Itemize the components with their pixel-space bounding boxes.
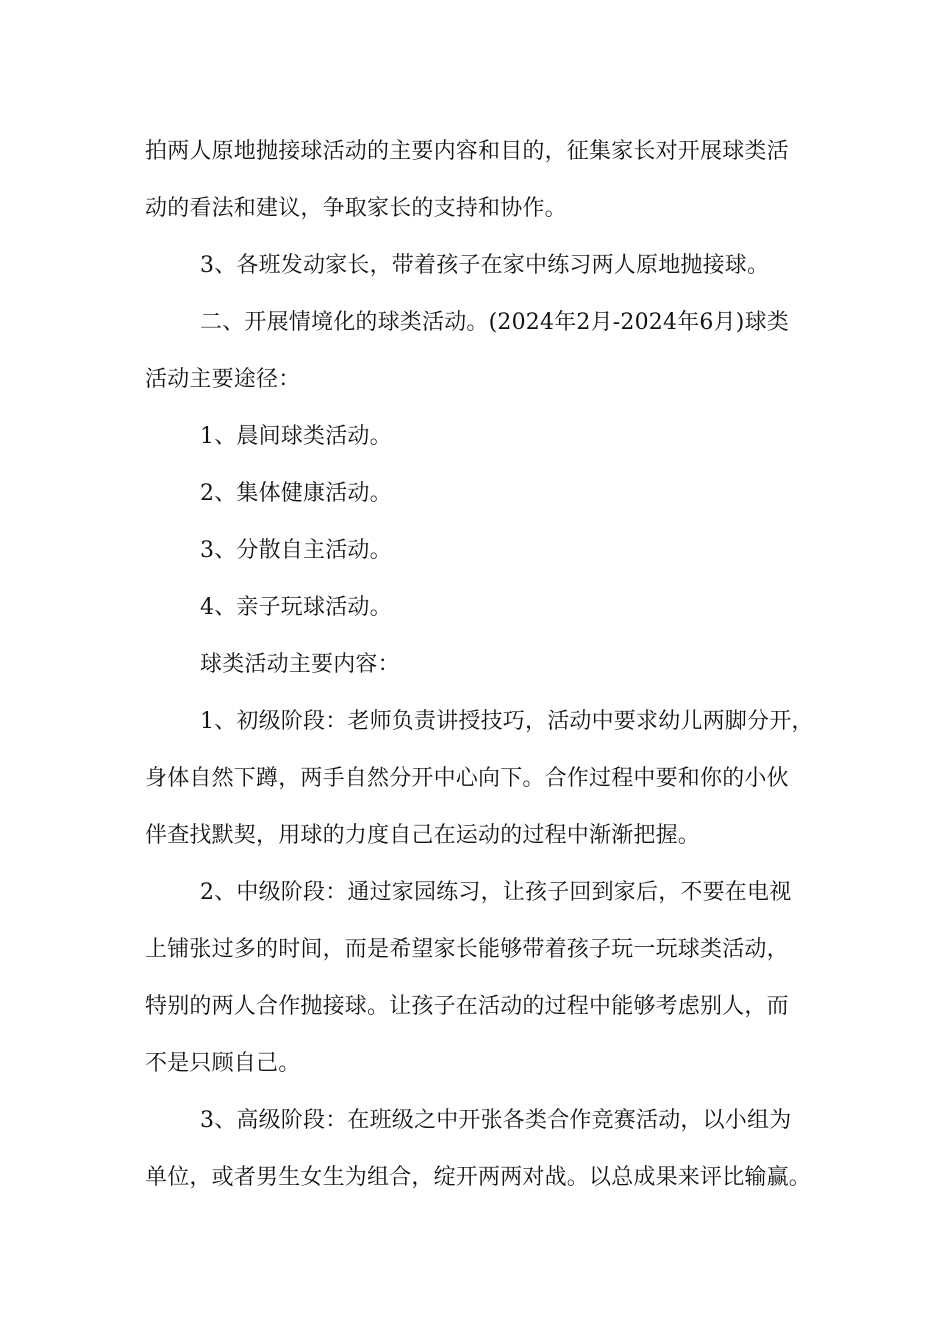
subheading: 球类活动主要内容： — [200, 652, 400, 677]
list-item: 1、晨间球类活动。 — [200, 424, 392, 449]
paragraph-line: 动的看法和建议，争取家长的支持和协作。 — [145, 196, 567, 221]
paragraph-line: 2、中级阶段：通过家园练习，让孩子回到家后，不要在电视 — [200, 880, 792, 905]
paragraph-line: 身体自然下蹲，两手自然分开中心向下。合作过程中要和你的小伙 — [145, 766, 789, 791]
paragraph-line: 3、高级阶段：在班级之中开张各类合作竞赛活动，以小组为 — [200, 1108, 792, 1133]
paragraph-line: 伴查找默契，用球的力度自己在运动的过程中渐渐把握。 — [145, 823, 701, 848]
paragraph-line: 3、各班发动家长，带着孩子在家中练习两人原地抛接球。 — [200, 253, 770, 278]
paragraph-line: 拍两人原地抛接球活动的主要内容和目的，征集家长对开展球类活 — [145, 139, 789, 164]
paragraph-line: 特别的两人合作抛接球。让孩子在活动的过程中能够考虑别人，而 — [145, 994, 789, 1019]
paragraph-line: 单位，或者男生女生为组合，绽开两两对战。以总成果来评比输赢。 — [145, 1165, 812, 1190]
paragraph-line: 不是只顾自己。 — [145, 1051, 301, 1076]
paragraph-line: 上铺张过多的时间，而是希望家长能够带着孩子玩一玩球类活动， — [145, 937, 789, 962]
list-item: 3、分散自主活动。 — [200, 538, 392, 563]
paragraph-line: 1、初级阶段：老师负责讲授技巧，活动中要求幼儿两脚分开， — [200, 709, 814, 734]
list-item: 4、亲子玩球活动。 — [200, 595, 392, 620]
list-item: 2、集体健康活动。 — [200, 481, 392, 506]
section-heading: 二、开展情境化的球类活动。(2024年2月-2024年6月)球类 — [200, 310, 789, 335]
paragraph-line: 活动主要途径： — [145, 367, 301, 392]
